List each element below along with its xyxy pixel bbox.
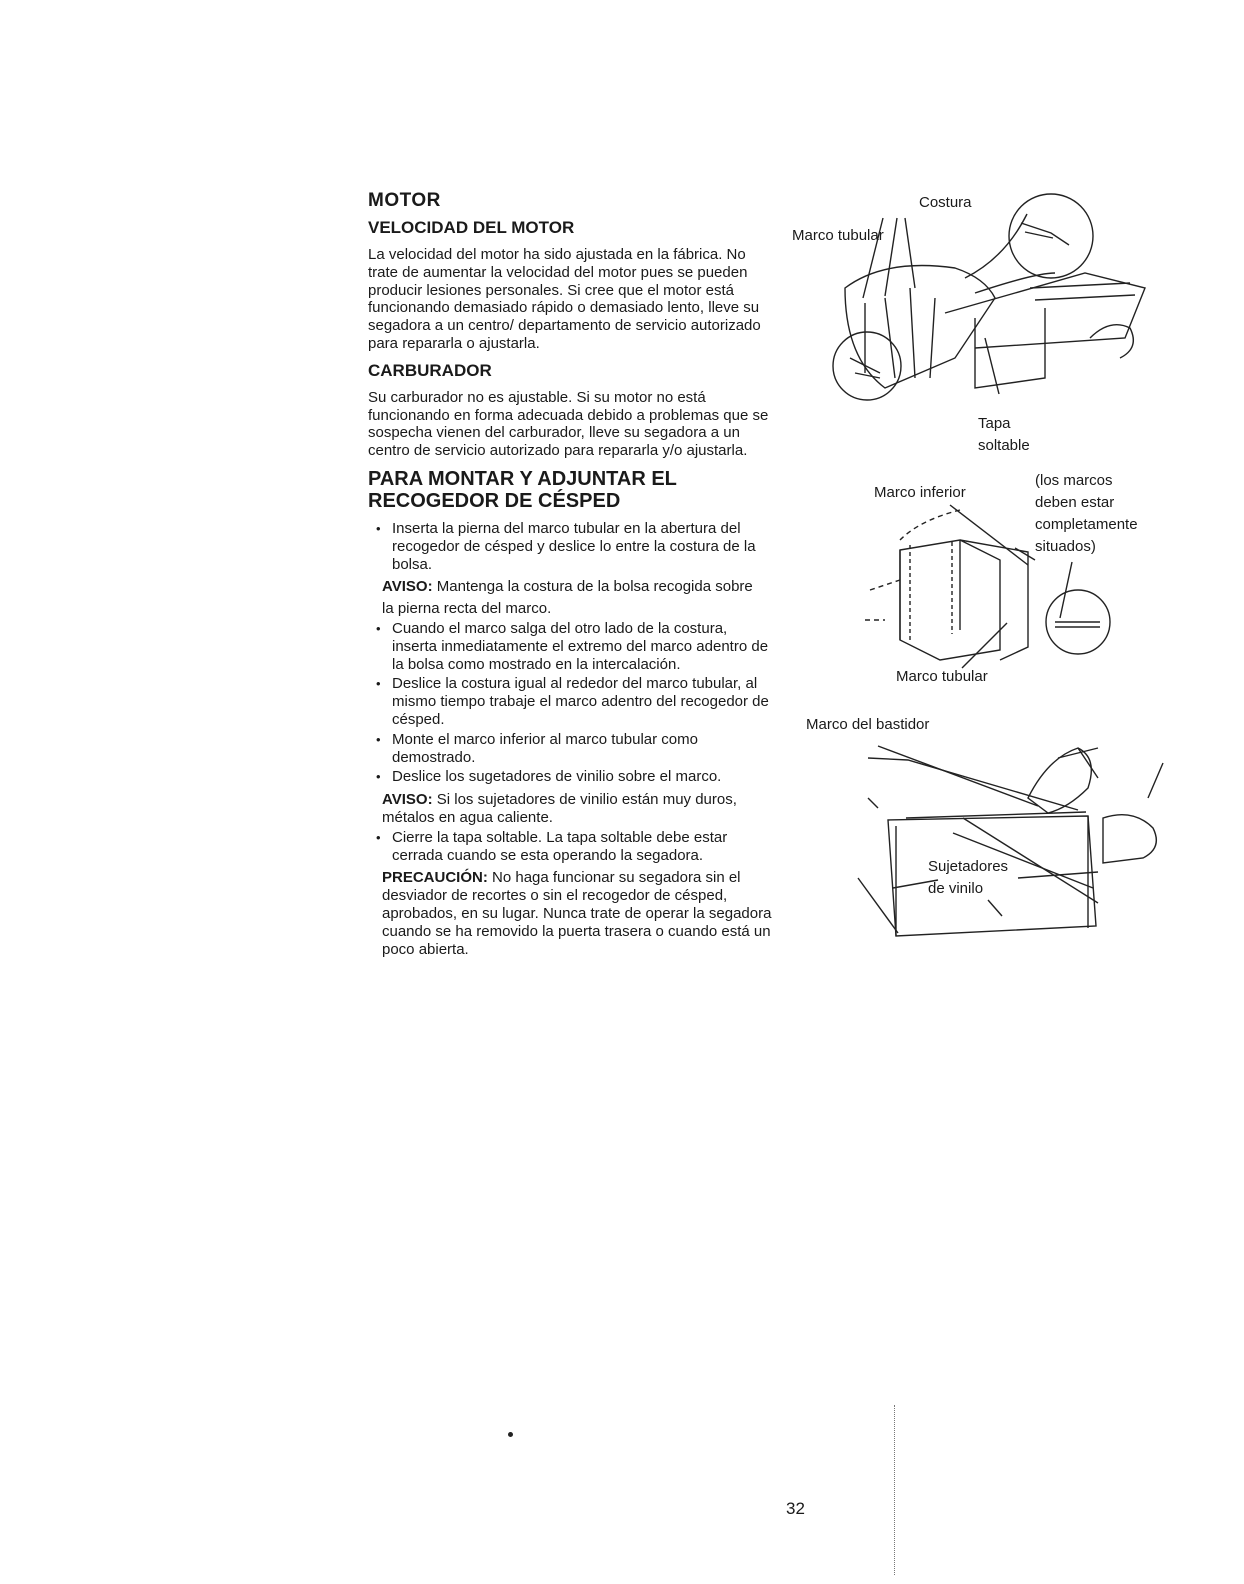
label-marco-bastidor: Marco del bastidor xyxy=(806,716,930,733)
label-de-vinilo: de vinilo xyxy=(928,880,984,897)
aviso-text: Mantenga la costura de la bolsa recogida sobre xyxy=(436,578,753,596)
label-costura: Costura xyxy=(919,194,972,211)
section-title-motor: MOTOR xyxy=(368,190,441,211)
note-line: situados) xyxy=(1035,538,1096,555)
bullet-list xyxy=(368,620,773,786)
aviso-text: Si los sujetadores de vinilio están muy duros, métalos en agua caliente. xyxy=(382,791,737,826)
list-item: • Deslice la costura igual al rededor del marco tubular, al mismo tiempo trabaje el marco adentro del recogedor de césped. xyxy=(368,675,773,728)
list-item: • Monte el marco inferior al marco tubular como demostrado. xyxy=(368,731,773,767)
aviso-continuation: la pierna recta del marco. xyxy=(382,600,552,618)
subsection-title-velocidad: VELOCIDAD DEL MOTOR xyxy=(368,218,575,237)
vinyl-fasteners-illustration xyxy=(848,738,1178,948)
list-item: • Cierre la tapa soltable. La tapa soltable debe estar cerrada cuando se esta operando la segadora. xyxy=(368,829,773,865)
lower-frame-illustration xyxy=(860,500,1120,670)
page-number: 32 xyxy=(786,1499,805,1518)
precaucion-text: No haga funcionar su segadora sin el desviador de recortes o sin el recogedor de césped, aprobados, en su lugar. Nunca trate de operar la segadora cuando se ha removido la puerta trasera o cuando está un poco abierta. xyxy=(382,869,772,958)
stray-mark xyxy=(508,1432,513,1437)
note-line: completamente xyxy=(1035,516,1138,533)
aviso-label: AVISO: xyxy=(382,578,433,596)
note-line: deben estar xyxy=(1035,494,1115,511)
precaucion-label: PRECAUCIÓN: xyxy=(382,869,488,887)
label-marco-tubular-2: Marco tubular xyxy=(896,668,988,685)
aviso-note xyxy=(368,791,773,827)
list-item: • Deslice los sugetadores de vinilio sobre el marco. xyxy=(368,768,773,786)
grass-bag-frame-illustration xyxy=(825,188,1155,416)
carburador-paragraph: Su carburador no es ajustable. Si su motor no está funcionando en forma adecuada debido a problemas que se sospecha vienen del carburador, lleve su segadora a un centro de servicio autorizado para repararla y/o ajustarla. xyxy=(368,388,769,460)
bullet-list xyxy=(368,829,773,865)
list-item: • Cuando el marco salga del otro lado de la costura, inserta inmediatamente el extremo del marco adentro de la bolsa como mostrado en la intercalación. xyxy=(368,620,773,673)
subsection-title-montar: PARA MONTAR Y ADJUNTAR EL RECOGEDOR DE CÉSPED xyxy=(368,467,677,512)
label-sujetadores: Sujetadores xyxy=(928,858,1009,875)
list-item: • Inserta la pierna del marco tubular en la abertura del recogedor de césped y deslice lo entre la costura de la bolsa. xyxy=(368,520,773,573)
note-line: (los marcos xyxy=(1035,472,1113,489)
fold-line xyxy=(894,1405,895,1575)
velocidad-paragraph: La velocidad del motor ha sido ajustada en la fábrica. No trate de aumentar la velocidad del motor pues se pueden producir lesiones personales. Si cree que el motor está funcionando demasiado rápido o demasiado lento, lleve su segadora a un centro/ departamento de servicio autorizado para repararla o ajustarla. xyxy=(368,246,761,352)
subsection-title-carburador: CARBURADOR xyxy=(368,360,492,380)
label-tapa: Tapa xyxy=(978,415,1011,432)
label-marco-tubular: Marco tubular xyxy=(792,227,884,244)
label-marco-inferior: Marco inferior xyxy=(874,484,966,501)
aviso-note xyxy=(368,578,773,596)
aviso-label: AVISO: xyxy=(382,791,433,809)
label-soltable: soltable xyxy=(978,437,1030,454)
text-column xyxy=(368,190,773,966)
bullet-list xyxy=(368,520,773,573)
precaucion-note xyxy=(368,869,773,958)
